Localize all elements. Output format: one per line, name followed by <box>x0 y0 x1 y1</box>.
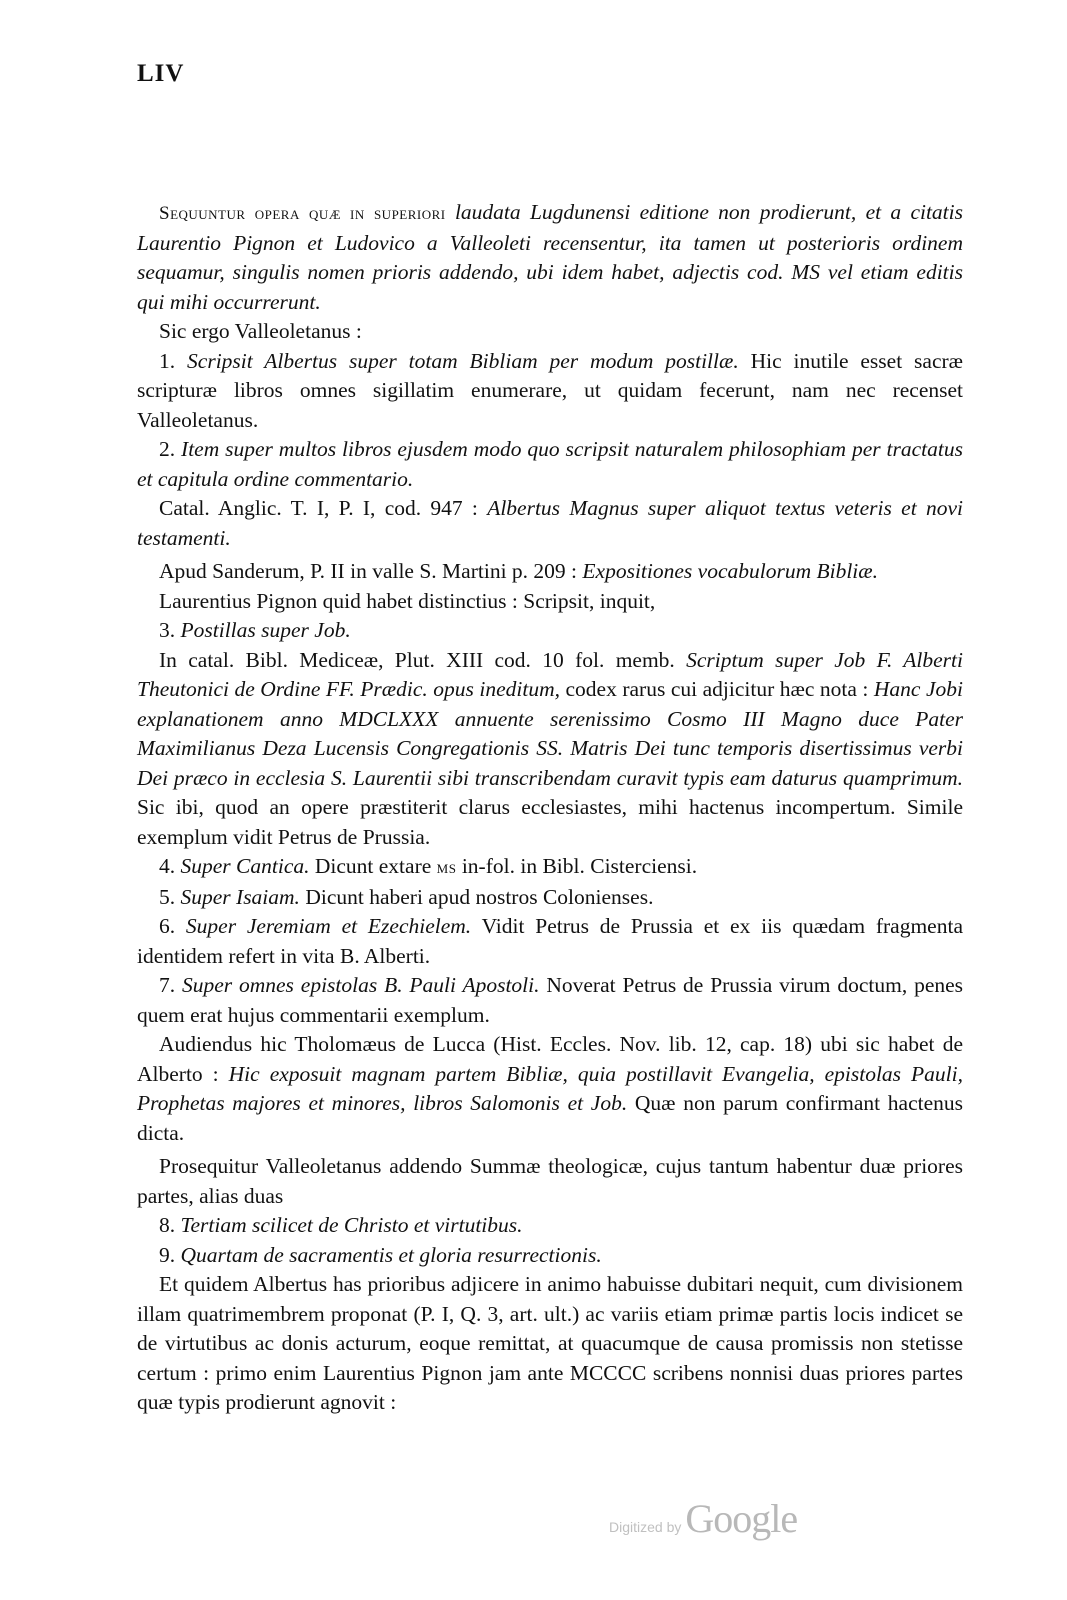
text-run: 6. <box>159 914 186 938</box>
text-run: 8. <box>159 1213 181 1237</box>
italic-text: Item super multos libros ejusdem modo quo scripsit naturalem philosophiam per tractatus et capitula ordine commentario. <box>137 437 963 491</box>
italic-text: Hanc Jobi explanationem anno MDCLXXX annuente serenissimo Cosmo III Magno duce Pater Maximilianus Deza Lucensis Congregationis SS. Matris Dei tunc temporis disertissimus verbi Dei præco in ecclesia S. Laurentii sibi transcribendam curavit typis eam daturus quamprimum. <box>137 677 963 790</box>
italic-text: Super Isaiam. <box>180 884 300 909</box>
paragraph <box>137 1152 963 1211</box>
paragraph <box>137 852 963 883</box>
text-run: Sic ibi, quod an opere præstiterit clarus ecclesiastes, mihi hactenus incompertum. Simile exemplum vidit Petrus de Prussia. <box>137 795 963 849</box>
text-run: Et quidem Albertus has prioribus adjicere in animo habuisse dubitari nequit, cum divisionem illam quatrimembrem proponat (P. I, Q. 3, art. ult.) ac variis etiam primæ partis locis indicet se de virtutibus ac donis acturum, eoque remittat, at quacumque de causa promissis non stetisse certum : primo enim Laurentius Pignon jam ante MCCCC scribens nonnisi duas priores partes quæ typis prodierunt agnovit : <box>137 1272 963 1414</box>
italic-text: Hic exposuit magnam partem Bibliæ, quia postillavit Evangelia, epistolas Pauli, Prophetas majores et minores, libros Salomonis et Job. <box>137 1061 963 1115</box>
text-run: 4. <box>159 854 181 878</box>
text-run: Apud Sanderum, P. II in valle S. Martini p. 209 : <box>159 559 583 583</box>
text-run: Laurentius Pignon quid habet distinctius : Scripsit, inquit, <box>159 588 656 613</box>
text-run: Quæ non parum confirmant hactenus dicta. <box>137 1091 964 1145</box>
italic-text: laudata Lugdunensi editione non prodierunt, et a citatis Laurentio Pignon et Ludovico a Valleoleti recensentur, ita tamen ut posterioris ordinem sequamur, singulis nomen prioris addendo, ubi idem habet, adjectis cod. MS vel etiam editis qui mihi occurrerunt. <box>137 200 963 314</box>
digitized-by-text: Digitized by <box>609 1519 682 1535</box>
italic-text: Super Cantica. <box>180 854 310 878</box>
italic-text: Super Jeremiam et Ezechielem. <box>185 914 472 938</box>
text-run: 2. <box>159 437 182 461</box>
paragraph <box>137 317 963 347</box>
paragraph <box>137 971 963 1030</box>
italic-text: Tertiam scilicet de Christo et virtutibus. <box>180 1213 523 1237</box>
text-run: Catal. Anglic. T. I, P. I, cod. 947 : <box>159 496 488 520</box>
italic-text: Quartam de sacramentis et gloria resurrectionis. <box>180 1242 602 1267</box>
paragraph <box>137 557 963 587</box>
paragraph <box>137 587 963 617</box>
digitized-watermark <box>609 1495 797 1542</box>
text-run: 1. <box>159 348 188 373</box>
paragraph <box>137 1030 963 1148</box>
text-run: codex rarus cui adjicitur hæc nota : <box>560 677 874 701</box>
text-run: 7. <box>159 973 182 997</box>
text-run: in-fol. in Bibl. Cisterciensi. <box>456 854 698 878</box>
paragraph <box>137 1211 963 1241</box>
italic-text: Super omnes epistolas B. Pauli Apostoli. <box>181 973 540 997</box>
paragraph <box>137 1241 963 1271</box>
italic-text: Postillas super Job. <box>180 618 351 642</box>
paragraph <box>137 435 963 494</box>
text-run: 3. <box>159 618 181 642</box>
text-run: 9. <box>159 1242 181 1267</box>
text-run: Prosequitur Valleoletanus addendo Summæ theologicæ, cujus tantum habentur duæ priores partes, alias duas <box>137 1154 963 1208</box>
paragraph <box>137 1270 963 1418</box>
text-run: Vidit Petrus de Prussia et ex iis quædam fragmenta identidem refert in vita B. Alberti. <box>137 914 963 968</box>
text-run: Dicunt extare <box>309 854 437 878</box>
text-run: Audiendus hic Tholomæus de Lucca (Hist. Eccles. Nov. lib. 12, cap. 18) ubi sic habet de Alberto : <box>137 1032 963 1086</box>
paragraph <box>137 616 963 646</box>
google-logo: Google <box>685 1496 798 1541</box>
italic-text: Expositiones vocabulorum Bibliæ. <box>582 559 878 583</box>
text-run: 5. <box>159 884 181 909</box>
text-run: In catal. Bibl. Mediceæ, Plut. XIII cod. 10 fol. memb. <box>159 647 687 672</box>
text-run: Sic ergo Valleoletanus : <box>159 319 362 343</box>
text-run: Dicunt haberi apud nostros Colonienses. <box>299 884 654 909</box>
text-run <box>446 200 455 224</box>
paragraph <box>137 198 963 317</box>
paragraph <box>137 646 963 853</box>
italic-text: Albertus Magnus super aliquot textus veteris et novi testamenti. <box>137 496 963 550</box>
paragraph <box>137 912 963 971</box>
page-number: LIV <box>137 60 185 87</box>
paragraph <box>137 883 963 913</box>
paragraph <box>137 347 963 436</box>
paragraph <box>137 494 963 553</box>
italic-text: Scripsit Albertus super totam Bibliam per modum postillæ. <box>187 348 739 373</box>
page-body <box>137 198 963 1418</box>
text-run: Hic inutile esset sacræ scripturæ libros omnes sigillatim enumerare, ut quidam fecerunt, nam nec recenset Valleoletanus. <box>137 348 964 432</box>
text-run: Noverat Petrus de Prussia virum doctum, penes quem erat hujus commentarii exemplum. <box>137 973 964 1027</box>
italic-text: Scriptum super Job F. Alberti Theutonici de Ordine FF. Prædic. opus ineditum, <box>137 647 963 701</box>
small-caps-text: ms <box>436 857 457 878</box>
small-caps-text: Sequuntur opera quæ in superiori <box>159 203 446 224</box>
